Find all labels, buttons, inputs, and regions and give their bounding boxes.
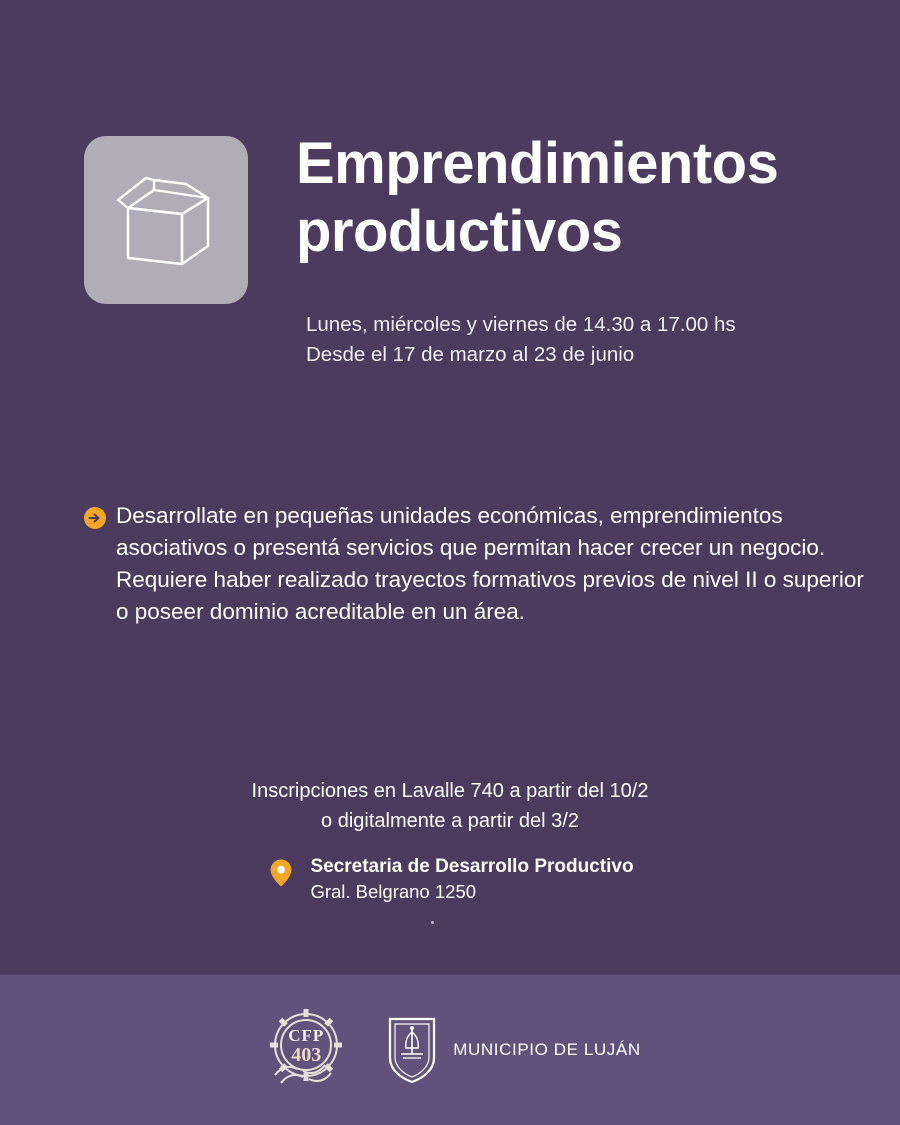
address-block	[0, 855, 900, 905]
page-title	[296, 130, 876, 267]
arrow-bullet-icon-glyph	[84, 507, 106, 529]
schedule-date-range: Desde el 17 de marzo al 23 de junio	[306, 343, 635, 367]
page-title-line1: Emprendimientos	[296, 131, 779, 196]
schedule-days-times: Lunes, miércoles y viernes de 14.30 a 17.00 hs	[306, 313, 736, 336]
cfp-logo-line1: CFP	[288, 1026, 325, 1045]
footer-logos	[0, 975, 900, 1125]
municipio-lujan-crest-logo	[385, 1014, 439, 1086]
enrollment-block	[0, 776, 900, 836]
open-box-icon-glyph	[112, 172, 220, 268]
cfp-403-logo	[259, 1003, 353, 1097]
address-office: Secretaria de Desarrollo Productivo	[310, 856, 634, 877]
cfp-logo-line2: 403	[291, 1043, 322, 1066]
location-pin-icon	[266, 858, 296, 888]
address-street: Gral. Belgrano 1250	[310, 880, 477, 902]
cfp-logo-text	[259, 1027, 353, 1066]
poster-footer	[0, 975, 900, 1125]
schedule-block	[306, 310, 736, 371]
decorative-dot	[431, 921, 434, 924]
location-pin-icon-glyph	[266, 858, 296, 888]
description-block	[84, 500, 874, 628]
open-box-icon	[84, 136, 248, 304]
page-title-line2: productivos	[296, 199, 623, 265]
enrollment-line2: o digitalmente a partir del 3/2	[321, 810, 579, 832]
municipio-lujan-crest-glyph	[385, 1014, 439, 1086]
description-text: Desarrollate en pequeñas unidades económicas, emprendimientos asociativos o presentá servicios que permitan hacer crecer un negocio. Requiere haber realizado trayectos formativos previos de nivel II o superior o poseer dominio acreditable en un área.	[116, 503, 864, 624]
arrow-bullet-icon	[84, 507, 106, 529]
municipio-label: MUNICIPIO DE LUJÁN	[453, 1040, 641, 1059]
enrollment-line1: Inscripciones en Lavalle 740 a partir del 10/2	[251, 780, 649, 802]
address-lines	[310, 855, 633, 905]
poster-header	[0, 131, 900, 316]
